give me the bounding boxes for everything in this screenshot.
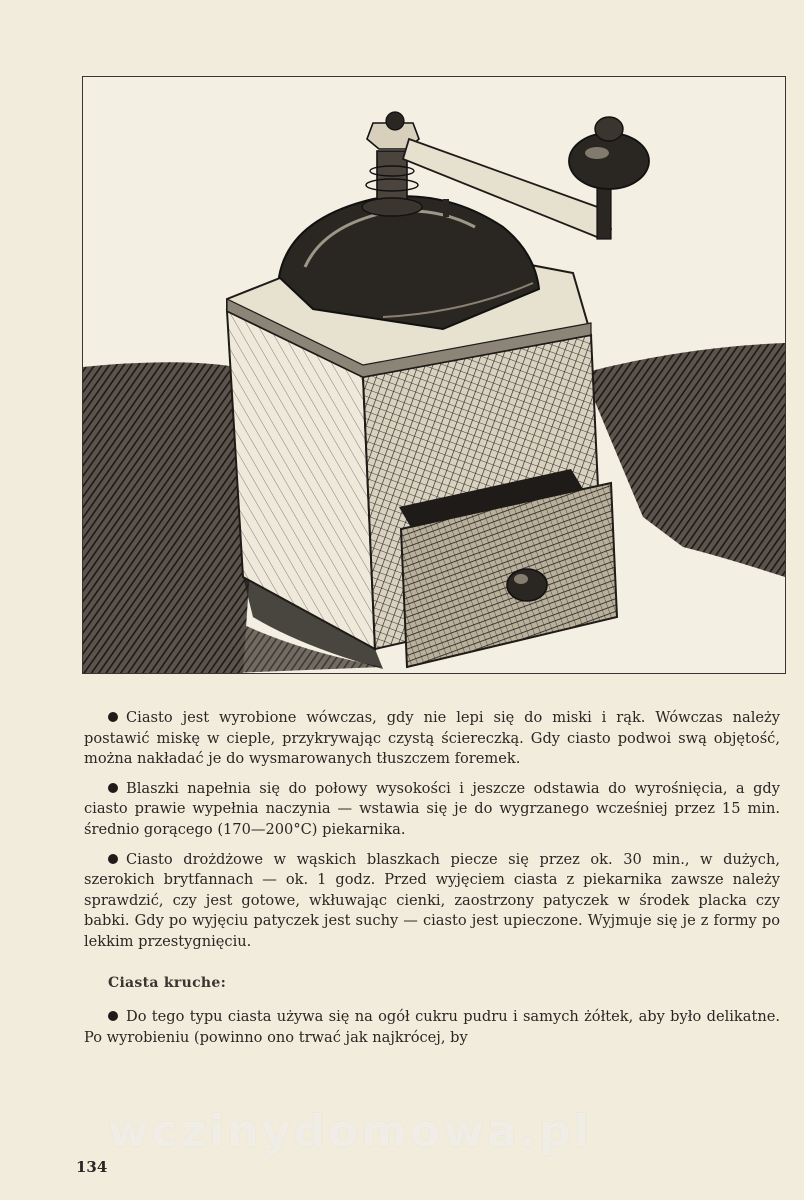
body-text	[84, 708, 780, 1057]
page-number: 134	[76, 1158, 108, 1176]
watermark: wczinydomowa.pl	[108, 1106, 592, 1157]
bullet-icon	[108, 783, 118, 793]
section-heading: Ciasta kruche:	[108, 974, 227, 991]
bullet-icon	[108, 1011, 118, 1021]
coffee-grinder-illustration	[82, 76, 786, 674]
paragraph-text: Ciasto jest wyrobione wówczas, gdy nie lepi się do miski i rąk. Wówczas należy postawić miskę w cieple, przykrywając czystą ściereczką. Gdy ciasto podwoi swą objętość, można nakładać je do wysmarowanych tłuszczem foremek.	[84, 709, 780, 768]
bullet-icon	[108, 854, 118, 864]
coffee-grinder-icon	[83, 77, 785, 673]
paragraph-baking-tins	[84, 779, 780, 841]
paragraph-text: Do tego typu ciasta używa się na ogół cukru pudru i samych żółtek, aby było delikatne. Po wyrobieniu (powinno ono trwać jak najkrócej, by	[84, 1008, 780, 1046]
bullet-icon	[108, 712, 118, 722]
paragraph-dough-kneaded	[84, 708, 780, 770]
paragraph-text: Ciasto drożdżowe w wąskich blaszkach piecze się przez ok. 30 min., w dużych, szerokich brytfannach — ok. 1 godz. Przed wyjęciem ciasta z piekarnika zawsze należy sprawdzić, czy jest gotowe, wkłuwając cienki, zaostrzony patyczek w środek placka czy babki. Gdy po wyjęciu patyczek jest suchy — ciasto jest upieczone. Wyjmuje się je z formy po lekkim przestygnięciu.	[84, 850, 780, 950]
paragraph-yeast-dough	[84, 850, 780, 953]
paragraph-shortcrust	[84, 1007, 780, 1048]
paragraph-text: Blaszki napełnia się do połowy wysokości i jeszcze odstawia do wyrośnięcia, a gdy ciasto prawie wypełnia naczynia — wstawia się je do wygrzanego wcześniej przez 15 min. średnio gorącego (170—200°C) piekarnika.	[84, 779, 780, 838]
